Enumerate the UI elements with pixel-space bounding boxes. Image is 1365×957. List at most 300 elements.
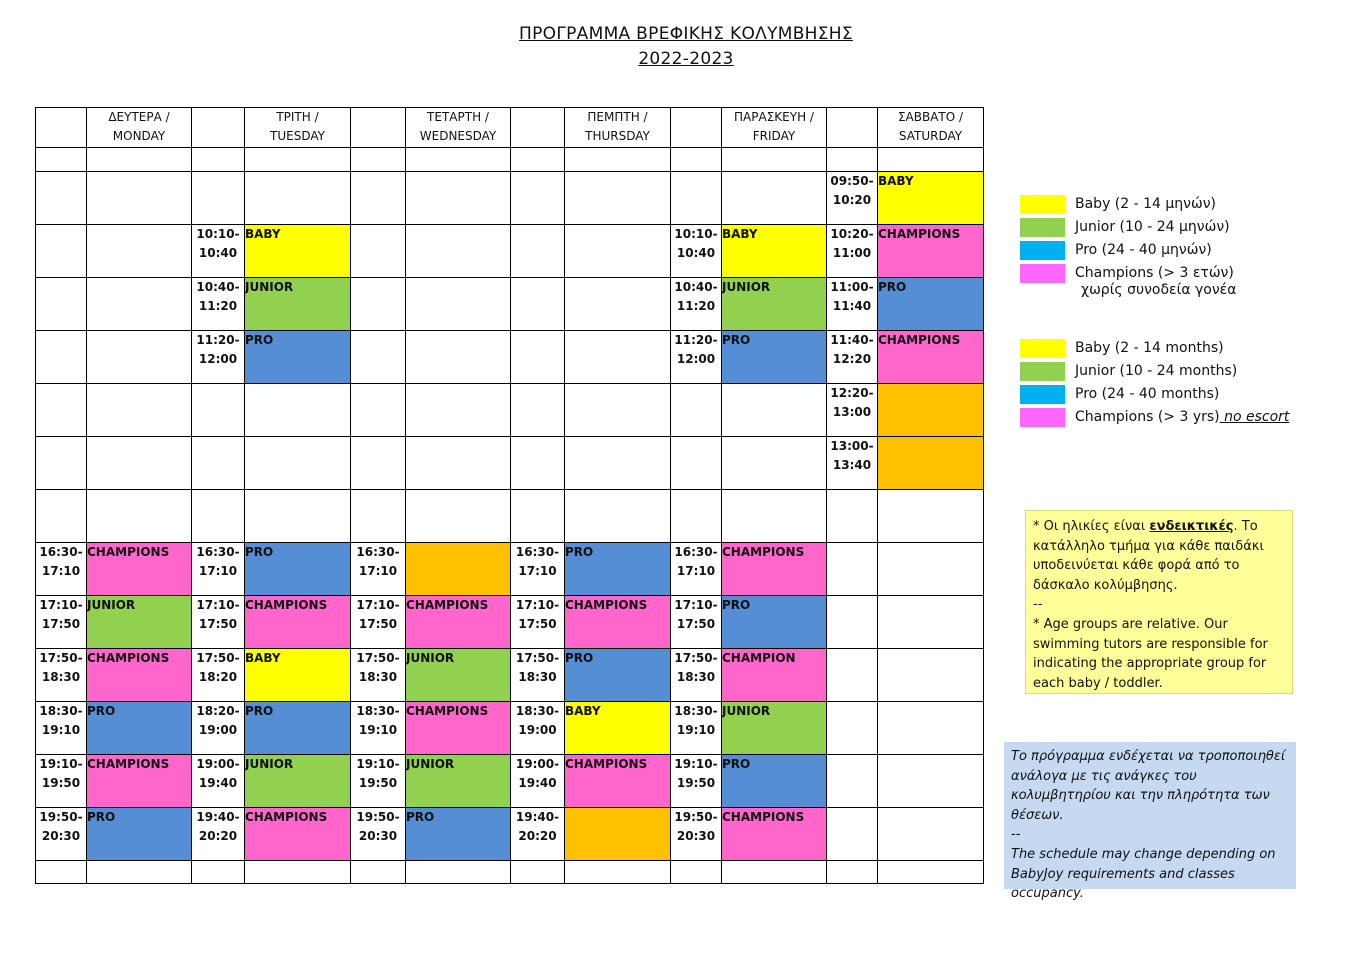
time-end: 17:10 (358, 564, 398, 578)
day-name-en: MONDAY (112, 129, 166, 143)
empty-cell (351, 331, 406, 384)
empty-cell (511, 172, 565, 225)
time-cell (351, 649, 406, 702)
empty-cell (827, 543, 878, 596)
time-cell (36, 755, 87, 808)
empty-cell (671, 437, 722, 490)
empty-cell (827, 649, 878, 702)
empty-cell (245, 172, 351, 225)
empty-cell (671, 108, 722, 148)
class-cell: PRO (245, 331, 351, 384)
day-name-en: TUESDAY (270, 129, 325, 143)
time-cell (671, 596, 722, 649)
schedule-note-gr: Το πρόγραμμα ενδέχεται να τροποποιηθεί ανάλογα με τις ανάγκες του κολυμβητηρίου και την πληρότητα των θέσεων. (1011, 749, 1286, 823)
time-end: 12:20 (832, 352, 872, 366)
class-cell: PRO (406, 808, 511, 861)
empty-cell (878, 755, 984, 808)
time-start: 10:10- (674, 227, 718, 241)
time-cell (671, 543, 722, 596)
time-cell (671, 808, 722, 861)
empty-cell (671, 148, 722, 172)
class-cell: PRO (722, 331, 827, 384)
day-header (87, 108, 192, 148)
time-start: 17:10- (515, 598, 560, 612)
empty-cell (511, 108, 565, 148)
empty-cell (878, 596, 984, 649)
empty-cell (565, 437, 671, 490)
time-start: 19:50- (356, 810, 400, 824)
empty-cell (36, 278, 87, 331)
legend-en-item (1020, 408, 1340, 430)
time-start: 11:20- (674, 333, 718, 347)
class-cell: BABY (565, 702, 671, 755)
time-end: 11:00 (832, 246, 872, 260)
time-start: 16:30- (196, 545, 240, 559)
empty-cell (827, 861, 878, 884)
time-start: 18:30- (515, 704, 560, 718)
time-cell (351, 702, 406, 755)
empty-cell (511, 225, 565, 278)
time-cell (671, 278, 722, 331)
schedule-row (36, 808, 984, 861)
empty-cell (565, 331, 671, 384)
time-end: 11:20 (676, 299, 716, 313)
time-cell (671, 702, 722, 755)
time-start: 18:30- (356, 704, 400, 718)
empty-cell (351, 225, 406, 278)
class-cell (565, 808, 671, 861)
time-cell (351, 543, 406, 596)
empty-cell (36, 225, 87, 278)
day-name-gr: ΤΕΤΑΡΤΗ / (427, 110, 489, 124)
empty-cell (192, 861, 245, 884)
time-start: 10:40- (196, 280, 240, 294)
color-swatch (1020, 339, 1065, 358)
empty-cell (351, 278, 406, 331)
class-cell: BABY (245, 225, 351, 278)
time-start: 19:10- (39, 757, 83, 771)
time-end: 17:50 (358, 617, 398, 631)
color-swatch (1020, 385, 1065, 404)
time-cell (671, 649, 722, 702)
time-end: 17:50 (41, 617, 81, 631)
time-cell (192, 702, 245, 755)
time-cell (511, 649, 565, 702)
time-start: 13:00- (830, 439, 874, 453)
empty-cell (878, 861, 984, 884)
day-header (565, 108, 671, 148)
time-end: 19:10 (41, 723, 81, 737)
empty-cell (511, 437, 565, 490)
legend-gr-label: Junior (10 - 24 μηνών) (1075, 219, 1230, 235)
empty-cell (671, 384, 722, 437)
time-cell (36, 808, 87, 861)
time-end: 12:00 (198, 352, 238, 366)
age-note (1025, 510, 1293, 694)
time-cell (511, 702, 565, 755)
empty-cell (511, 148, 565, 172)
time-end: 10:40 (198, 246, 238, 260)
empty-cell (878, 543, 984, 596)
time-cell (827, 225, 878, 278)
schedule-row (36, 172, 984, 225)
empty-cell (192, 108, 245, 148)
page-subtitle-year: 2022-2023 (638, 49, 734, 69)
legend-gr-sublabel: χωρίς συνοδεία γονέα (1081, 282, 1237, 298)
time-end: 17:50 (198, 617, 238, 631)
class-cell: CHAMPIONS (565, 596, 671, 649)
empty-cell (671, 172, 722, 225)
time-end: 18:30 (358, 670, 398, 684)
empty-cell (87, 437, 192, 490)
time-cell (192, 808, 245, 861)
empty-cell (671, 861, 722, 884)
legend-en-label: Champions (> 3 yrs) no escort (1075, 409, 1290, 425)
schedule-change-note (1004, 742, 1296, 902)
time-end: 10:40 (676, 246, 716, 260)
day-name-en: WEDNESDAY (419, 129, 497, 143)
time-cell (827, 331, 878, 384)
color-swatch (1020, 264, 1065, 283)
time-cell (36, 649, 87, 702)
legend-en-label: Baby (2 - 14 months) (1075, 340, 1224, 356)
empty-cell (87, 384, 192, 437)
schedule-row (36, 596, 984, 649)
empty-cell (36, 331, 87, 384)
empty-cell (722, 490, 827, 543)
legend-en-item (1020, 385, 1340, 407)
empty-cell (406, 437, 511, 490)
class-cell: CHAMPIONS (245, 808, 351, 861)
class-cell: PRO (245, 702, 351, 755)
class-cell: PRO (87, 702, 192, 755)
empty-cell (351, 172, 406, 225)
spacer-row (36, 490, 984, 543)
empty-cell (406, 148, 511, 172)
time-cell (192, 543, 245, 596)
time-start: 17:10- (39, 598, 83, 612)
empty-cell (245, 861, 351, 884)
empty-cell (192, 384, 245, 437)
legend-gr-label: Pro (24 - 40 μηνών) (1075, 242, 1212, 258)
schedule-row (36, 437, 984, 490)
empty-cell (351, 108, 406, 148)
time-cell (192, 331, 245, 384)
class-cell: JUNIOR (245, 755, 351, 808)
time-cell (36, 543, 87, 596)
class-cell: CHAMPIONS (245, 596, 351, 649)
time-end: 12:00 (676, 352, 716, 366)
empty-cell (827, 490, 878, 543)
empty-cell (878, 148, 984, 172)
day-header (245, 108, 351, 148)
time-end: 17:50 (518, 617, 557, 631)
time-cell (671, 331, 722, 384)
time-end: 19:10 (676, 723, 716, 737)
header-row (36, 108, 984, 148)
time-start: 11:00- (830, 280, 874, 294)
class-cell: CHAMPIONS (406, 702, 511, 755)
empty-cell (827, 148, 878, 172)
day-header (878, 108, 984, 148)
class-cell: PRO (565, 649, 671, 702)
class-cell: CHAMPIONS (878, 331, 984, 384)
day-name-gr: ΔΕΥΤΕΡΑ / (108, 110, 170, 124)
empty-cell (722, 384, 827, 437)
empty-cell (565, 225, 671, 278)
time-end: 19:50 (358, 776, 398, 790)
empty-cell (192, 490, 245, 543)
class-cell (406, 543, 511, 596)
class-cell: BABY (878, 172, 984, 225)
time-cell (827, 437, 878, 490)
class-cell: CHAMPIONS (87, 649, 192, 702)
time-start: 19:00- (196, 757, 240, 771)
time-cell (192, 596, 245, 649)
schedule-row (36, 755, 984, 808)
time-end: 19:40 (198, 776, 238, 790)
schedule-note-separator: -- (1011, 827, 1021, 843)
class-cell: JUNIOR (245, 278, 351, 331)
class-cell: JUNIOR (406, 755, 511, 808)
empty-cell (565, 861, 671, 884)
end-row (36, 861, 984, 884)
time-start: 19:00- (515, 757, 560, 771)
empty-cell (722, 148, 827, 172)
time-cell (36, 596, 87, 649)
time-end: 18:30 (676, 670, 716, 684)
class-cell: CHAMPIONS (878, 225, 984, 278)
legend-gr-item (1020, 241, 1340, 263)
empty-cell (36, 384, 87, 437)
class-cell: JUNIOR (722, 278, 827, 331)
time-end: 18:30 (41, 670, 81, 684)
empty-cell (565, 148, 671, 172)
empty-cell (827, 596, 878, 649)
time-start: 16:30- (356, 545, 400, 559)
empty-cell (36, 490, 87, 543)
time-cell (351, 808, 406, 861)
time-start: 19:10- (356, 757, 400, 771)
empty-cell (722, 172, 827, 225)
time-end: 17:10 (41, 564, 81, 578)
time-end: 19:10 (358, 723, 398, 737)
empty-cell (192, 437, 245, 490)
class-cell: BABY (722, 225, 827, 278)
empty-cell (36, 861, 87, 884)
class-cell: PRO (87, 808, 192, 861)
empty-cell (406, 331, 511, 384)
time-end: 18:20 (198, 670, 238, 684)
time-end: 20:30 (41, 829, 81, 843)
time-start: 10:40- (674, 280, 718, 294)
color-swatch (1020, 218, 1065, 237)
empty-cell (406, 278, 511, 331)
schedule-row (36, 702, 984, 755)
time-start: 10:20- (830, 227, 874, 241)
time-start: 16:30- (515, 545, 560, 559)
schedule-row (36, 543, 984, 596)
time-start: 12:20- (830, 386, 874, 400)
empty-cell (827, 808, 878, 861)
empty-cell (406, 225, 511, 278)
time-start: 19:40- (196, 810, 240, 824)
legend-gr-label: Baby (2 - 14 μηνών) (1075, 196, 1216, 212)
empty-cell (36, 108, 87, 148)
class-cell: JUNIOR (722, 702, 827, 755)
empty-cell (351, 148, 406, 172)
time-end: 19:00 (518, 723, 557, 737)
empty-cell (245, 148, 351, 172)
class-cell: CHAMPIONS (722, 808, 827, 861)
class-cell: CHAMPIONS (87, 755, 192, 808)
empty-cell (36, 172, 87, 225)
time-cell (511, 755, 565, 808)
age-note-separator: -- (1033, 597, 1043, 613)
no-escort-note: no escort (1219, 409, 1290, 425)
color-swatch (1020, 362, 1065, 381)
time-end: 17:10 (198, 564, 238, 578)
empty-cell (827, 108, 878, 148)
legend-en-label: Junior (10 - 24 months) (1075, 363, 1238, 379)
class-cell: PRO (245, 543, 351, 596)
empty-cell (511, 331, 565, 384)
time-start: 16:30- (674, 545, 718, 559)
time-start: 17:50- (196, 651, 240, 665)
time-end: 13:40 (832, 458, 872, 472)
legend-en-item (1020, 362, 1340, 384)
time-end: 20:20 (198, 829, 238, 843)
time-end: 17:50 (676, 617, 716, 631)
empty-cell (878, 808, 984, 861)
color-swatch (1020, 408, 1065, 427)
empty-cell (511, 278, 565, 331)
empty-cell (511, 490, 565, 543)
time-end: 20:30 (676, 829, 716, 843)
time-cell (351, 755, 406, 808)
day-header (406, 108, 511, 148)
day-header (722, 108, 827, 148)
time-cell (36, 702, 87, 755)
schedule-row (36, 278, 984, 331)
class-cell: CHAMPIONS (87, 543, 192, 596)
time-cell (671, 755, 722, 808)
age-note-gr-pre: * Οι ηλικίες είναι (1033, 519, 1150, 534)
time-start: 18:30- (674, 704, 718, 718)
empty-cell (511, 861, 565, 884)
legend-gr-item (1020, 264, 1340, 298)
day-name-en: THURSDAY (585, 129, 650, 143)
time-end: 17:10 (518, 564, 557, 578)
empty-cell (87, 172, 192, 225)
time-end: 11:20 (198, 299, 238, 313)
empty-cell (87, 278, 192, 331)
empty-cell (245, 437, 351, 490)
empty-cell (722, 861, 827, 884)
legend-gr-label: Champions (> 3 ετών) (1075, 265, 1234, 281)
empty-cell (671, 490, 722, 543)
time-start: 17:10- (196, 598, 240, 612)
time-start: 17:50- (356, 651, 400, 665)
color-swatch (1020, 241, 1065, 260)
class-cell: PRO (878, 278, 984, 331)
age-note-gr-post: . Το κατάλληλο τμήμα για κάθε παιδάκι υποδεινύεται κάθε φορά από το δάσκαλο κολύμβησης. (1033, 519, 1264, 593)
time-cell (827, 278, 878, 331)
time-cell (192, 278, 245, 331)
time-start: 16:30- (39, 545, 83, 559)
time-start: 19:40- (515, 810, 560, 824)
schedule-table (35, 107, 984, 884)
age-note-gr-bold: ενδεικτικές (1149, 519, 1234, 534)
day-name-gr: ΠΕΜΠΤΗ / (587, 110, 648, 124)
empty-cell (245, 384, 351, 437)
time-cell (827, 384, 878, 437)
time-cell (511, 596, 565, 649)
time-start: 18:20- (196, 704, 240, 718)
class-cell: PRO (565, 543, 671, 596)
color-swatch (1020, 195, 1065, 214)
empty-cell (722, 437, 827, 490)
day-name-gr: ΣΑΒΒΑΤΟ / (897, 110, 964, 124)
empty-cell (36, 437, 87, 490)
time-start: 19:50- (39, 810, 83, 824)
time-end: 11:40 (832, 299, 872, 313)
class-cell (878, 384, 984, 437)
schedule-note-en: The schedule may change depending on BabyJoy requirements and classes occupancy. (1011, 846, 1276, 902)
schedule-row (36, 384, 984, 437)
time-end: 19:50 (676, 776, 716, 790)
day-name-en: SATURDAY (898, 129, 963, 143)
time-start: 17:50- (674, 651, 718, 665)
time-cell (192, 649, 245, 702)
class-cell: PRO (722, 755, 827, 808)
time-cell (192, 225, 245, 278)
schedule-row (36, 225, 984, 278)
empty-cell (351, 384, 406, 437)
empty-cell (827, 702, 878, 755)
time-start: 17:50- (39, 651, 83, 665)
empty-cell (87, 490, 192, 543)
empty-cell (87, 861, 192, 884)
time-end: 10:20 (832, 193, 872, 207)
empty-cell (565, 490, 671, 543)
empty-cell (406, 384, 511, 437)
time-end: 19:40 (518, 776, 557, 790)
day-name-gr: ΠΑΡΑΣΚΕΥΗ / (734, 110, 814, 124)
day-name-en: FRIDAY (752, 129, 796, 143)
time-start: 19:10- (674, 757, 718, 771)
time-start: 10:10- (196, 227, 240, 241)
schedule-row (36, 649, 984, 702)
class-cell: BABY (245, 649, 351, 702)
time-end: 20:30 (358, 829, 398, 843)
class-cell: PRO (722, 596, 827, 649)
time-cell (511, 808, 565, 861)
empty-cell (351, 490, 406, 543)
empty-cell (351, 861, 406, 884)
empty-cell (87, 225, 192, 278)
empty-cell (878, 649, 984, 702)
class-cell: CHAMPIONS (722, 543, 827, 596)
class-cell: CHAMPIONS (406, 596, 511, 649)
empty-cell (245, 490, 351, 543)
legend-en-label: Pro (24 - 40 months) (1075, 386, 1220, 402)
time-start: 17:10- (674, 598, 718, 612)
legend-gr-item (1020, 195, 1340, 217)
empty-cell (87, 148, 192, 172)
legend-en-item (1020, 339, 1340, 361)
empty-cell (406, 172, 511, 225)
